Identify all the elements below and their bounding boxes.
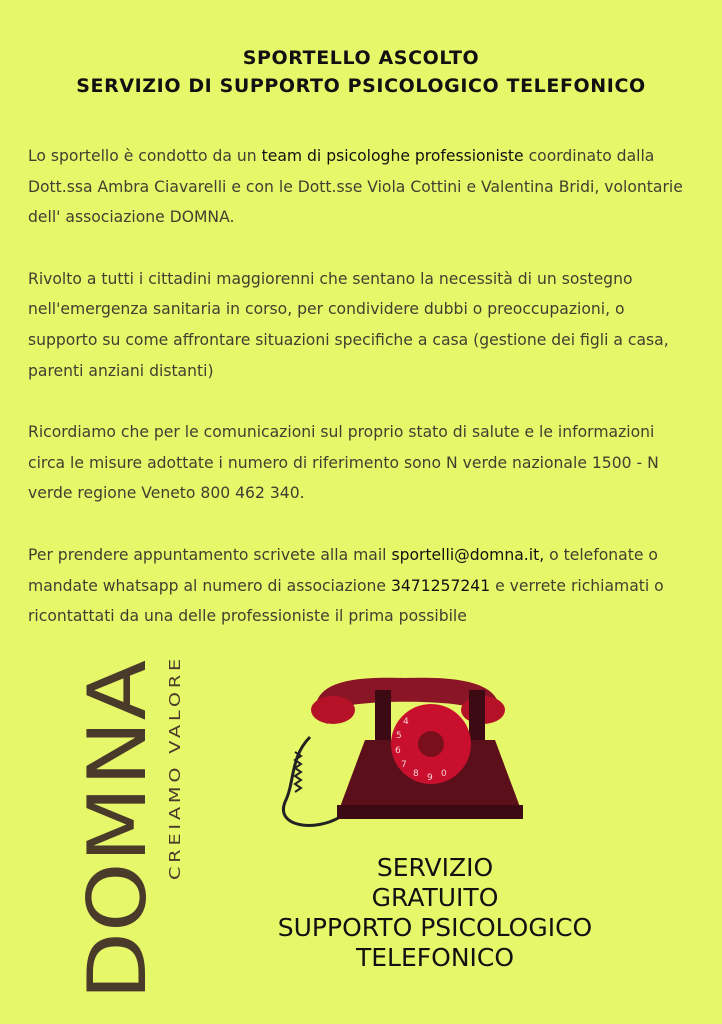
email-link[interactable]: sportelli@domna.it, [391,545,545,564]
dial-digit: 0 [441,769,447,779]
team-highlight: team di psicologhe professioniste [261,147,524,165]
logo-wordmark: DOMNA [71,691,164,1000]
paragraph-contact: Per prendere appuntamento scrivete alla mail sportelli@domna.it, o telefonate o mandate whatsapp al numero di associazione 3471257241 e verrete richiamati o ricontattati da una delle professioniste il prima possibile [28,545,664,626]
page-title [0,44,722,100]
paragraph-audience: Rivolto a tutti i cittadini maggiorenni che sentano la necessità di un sostegno nell'emergenza sanitaria in corso, per condividere dubbi o preoccupazioni, o supporto su come affrontare situazioni specifiche a casa (gestione dei figli a casa, parenti anziani distanti) [28,269,669,380]
cta-line-1: SERVIZIO [376,853,494,882]
dial-digit: 9 [427,773,433,783]
phone-number[interactable]: 3471257241 [390,576,491,595]
cta-line-2: GRATUITO [371,883,499,912]
logo-tagline: CREIAMO VALORE [166,704,184,880]
title-line-1: SPORTELLO ASCOLTO [242,47,480,69]
dial-digit: 7 [401,760,407,770]
phone-cord [283,737,340,825]
title-line-2: SERVIZIO DI SUPPORTO PSICOLOGICO TELEFONICO [76,75,646,97]
handset-left-cup [311,696,355,724]
cta-line-3: SUPPORTO PSICOLOGICO [277,913,593,942]
body-text [28,141,694,663]
cta-line-4: TELEFONICO [355,943,515,972]
dial-digit: 5 [396,731,402,741]
paragraph-health-numbers: Ricordiamo che per le comunicazioni sul proprio stato di salute e le informazioni circa le misure adottate i numero di riferimento sono N verde nazionale 1500 - N verde regione Veneto 800 462 340. [28,423,659,503]
rotary-dial-center [418,731,444,757]
phone-cradle-right [469,690,485,740]
phone-base-foot [337,805,523,819]
free-service-callout [230,853,640,973]
domna-logo [40,655,190,1000]
telephone-illustration [255,662,555,842]
phone-cradle-left [375,690,391,740]
dial-digit: 8 [413,769,419,779]
dial-digit: 4 [403,717,409,727]
paragraph-team: Lo sportello è condotto da un team di psicologhe professioniste coordinato dalla Dott.ssa Ambra Ciavarelli e con le Dott.sse Viola Cottini e Valentina Bridi, volontarie dell' associazione DOMNA. [28,147,683,227]
dial-digit: 6 [395,746,401,756]
